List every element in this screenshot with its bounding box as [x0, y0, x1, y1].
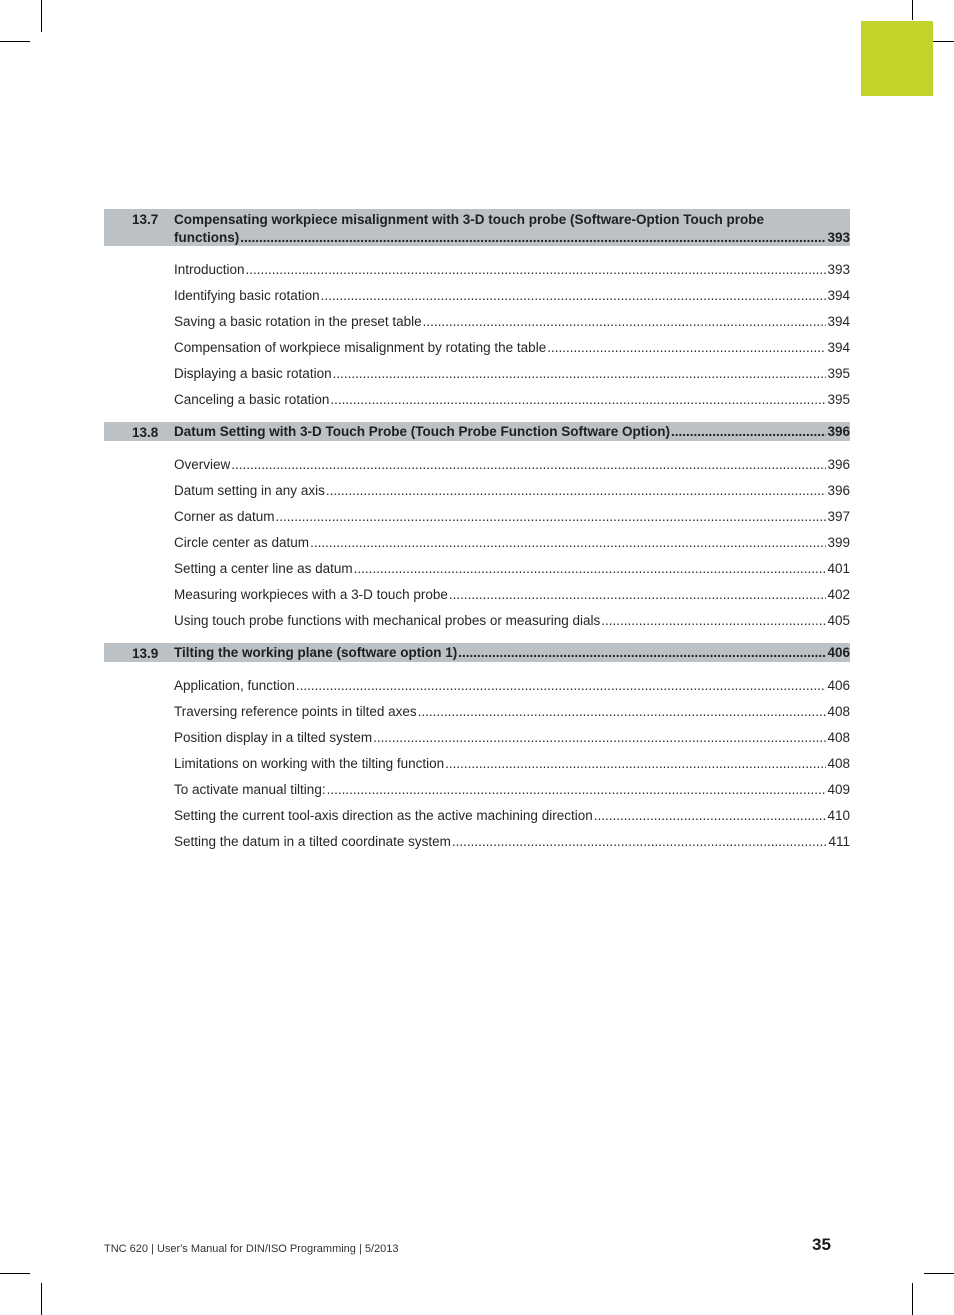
- page-number: 394: [827, 314, 850, 329]
- crop-mark: [0, 1273, 30, 1274]
- page-number: 406: [827, 678, 850, 693]
- dot-leader: [246, 257, 827, 283]
- toc-entry[interactable]: [104, 777, 850, 803]
- toc-entry[interactable]: [104, 556, 850, 582]
- dot-leader: [373, 725, 826, 751]
- page-number: 399: [827, 535, 850, 550]
- dot-leader: [671, 423, 826, 441]
- toc-entry[interactable]: [104, 803, 850, 829]
- dot-leader: [321, 283, 827, 309]
- dot-leader: [354, 556, 827, 582]
- section-title-lead: [104, 422, 850, 441]
- dot-leader: [330, 387, 826, 413]
- dot-leader: [333, 361, 827, 387]
- crop-mark: [41, 0, 42, 32]
- entry-title: Using touch probe functions with mechanical probes or measuring dials: [174, 613, 601, 628]
- dot-leader: [594, 803, 827, 829]
- page-number: 408: [827, 704, 850, 719]
- dot-leader: [547, 335, 826, 361]
- entry-title: Setting the datum in a tilted coordinate system: [174, 834, 451, 849]
- section-number: 13.7: [132, 212, 159, 227]
- section-heading[interactable]: [104, 422, 850, 441]
- entry-title: Setting the current tool-axis direction as the active machining direction: [174, 808, 593, 823]
- toc-entry[interactable]: [104, 478, 850, 504]
- page-number: 397: [827, 509, 850, 524]
- entry-title: Overview: [174, 457, 231, 472]
- dot-leader: [240, 229, 826, 247]
- dot-leader: [326, 478, 827, 504]
- footer-text: TNC 620 | User's Manual for DIN/ISO Programming | 5/2013: [104, 1243, 399, 1255]
- toc-entry[interactable]: [104, 725, 850, 751]
- toc-entry[interactable]: [104, 504, 850, 530]
- crop-mark: [912, 0, 913, 20]
- page-number: 394: [827, 288, 850, 303]
- table-of-contents: [104, 209, 850, 864]
- page-number: 408: [827, 756, 850, 771]
- entry-title: To activate manual tilting:: [174, 782, 326, 797]
- dot-leader: [296, 673, 827, 699]
- page-number: 411: [828, 834, 850, 849]
- entry-title: Traversing reference points in tilted axes: [174, 704, 417, 719]
- section-title: Tilting the working plane (software option 1): [174, 645, 458, 660]
- dot-leader: [445, 751, 826, 777]
- page-number: 402: [827, 587, 850, 602]
- toc-entry[interactable]: [104, 309, 850, 335]
- page-number: 409: [827, 782, 850, 797]
- page-number: 401: [827, 561, 850, 576]
- entry-title: Displaying a basic rotation: [174, 366, 332, 381]
- entry-title: Setting a center line as datum: [174, 561, 353, 576]
- section-title: Compensating workpiece misalignment with 3-D touch probe (Software-Option Touch probe: [174, 212, 765, 227]
- toc-entry[interactable]: [104, 452, 850, 478]
- crop-mark: [924, 1273, 954, 1274]
- entry-title: Compensation of workpiece misalignment by rotating the table: [174, 340, 547, 355]
- page-number: 396: [827, 483, 850, 498]
- dot-leader: [276, 504, 827, 530]
- toc-entry[interactable]: [104, 608, 850, 634]
- page-number: 408: [827, 730, 850, 745]
- entry-title: Saving a basic rotation in the preset table: [174, 314, 422, 329]
- entry-title: Limitations on working with the tilting function: [174, 756, 445, 771]
- dot-leader: [231, 452, 826, 478]
- entry-list: [104, 246, 850, 422]
- dot-leader: [452, 829, 828, 855]
- section-title: Datum Setting with 3-D Touch Probe (Touch Probe Function Software Option): [174, 424, 670, 439]
- page-number: 410: [827, 808, 850, 823]
- page-number: 395: [827, 366, 850, 381]
- crop-mark: [0, 41, 30, 42]
- entry-title: Canceling a basic rotation: [174, 392, 330, 407]
- dot-leader: [418, 699, 827, 725]
- page-number: 396: [827, 424, 850, 439]
- page-number: 393: [827, 262, 850, 277]
- section-title-lead: [104, 229, 850, 247]
- page-number: 395: [827, 392, 850, 407]
- entry-title: Corner as datum: [174, 509, 275, 524]
- entry-title: Circle center as datum: [174, 535, 310, 550]
- section-title-lead: [104, 643, 850, 662]
- toc-entry[interactable]: [104, 530, 850, 556]
- chapter-tab-marker: [861, 21, 933, 96]
- section-title: functions): [174, 230, 240, 245]
- page-number: 394: [827, 340, 850, 355]
- entry-title: Introduction: [174, 262, 245, 277]
- toc-entry[interactable]: [104, 751, 850, 777]
- crop-mark: [933, 41, 954, 42]
- page-number: 406: [827, 645, 850, 660]
- dot-leader: [423, 309, 827, 335]
- crop-mark: [41, 1283, 42, 1315]
- toc-entry[interactable]: [104, 829, 850, 855]
- entry-list: [104, 662, 850, 864]
- dot-leader: [601, 608, 826, 634]
- toc-entry[interactable]: [104, 283, 850, 309]
- section-heading[interactable]: [104, 209, 850, 246]
- toc-entry[interactable]: [104, 335, 850, 361]
- page-number-footer: 35: [812, 1235, 831, 1254]
- entry-title: Datum setting in any axis: [174, 483, 325, 498]
- dot-leader: [327, 777, 827, 803]
- section-heading[interactable]: [104, 643, 850, 662]
- entry-title: Position display in a tilted system: [174, 730, 373, 745]
- toc-entry[interactable]: [104, 361, 850, 387]
- section-number: 13.9: [132, 646, 159, 661]
- entry-title: Identifying basic rotation: [174, 288, 320, 303]
- toc-entry[interactable]: [104, 387, 850, 413]
- toc-entry[interactable]: [104, 673, 850, 699]
- dot-leader: [458, 644, 826, 662]
- section-number: 13.8: [132, 425, 159, 440]
- page-number: 393: [827, 230, 850, 245]
- entry-title: Measuring workpieces with a 3-D touch probe: [174, 587, 448, 602]
- page-number: 405: [827, 613, 850, 628]
- page-number: 396: [827, 457, 850, 472]
- dot-leader: [449, 582, 827, 608]
- dot-leader: [310, 530, 826, 556]
- entry-list: [104, 441, 850, 643]
- toc-entry[interactable]: [104, 257, 850, 283]
- crop-mark: [912, 1283, 913, 1315]
- toc-entry[interactable]: [104, 582, 850, 608]
- toc-entry[interactable]: [104, 699, 850, 725]
- entry-title: Application, function: [174, 678, 295, 693]
